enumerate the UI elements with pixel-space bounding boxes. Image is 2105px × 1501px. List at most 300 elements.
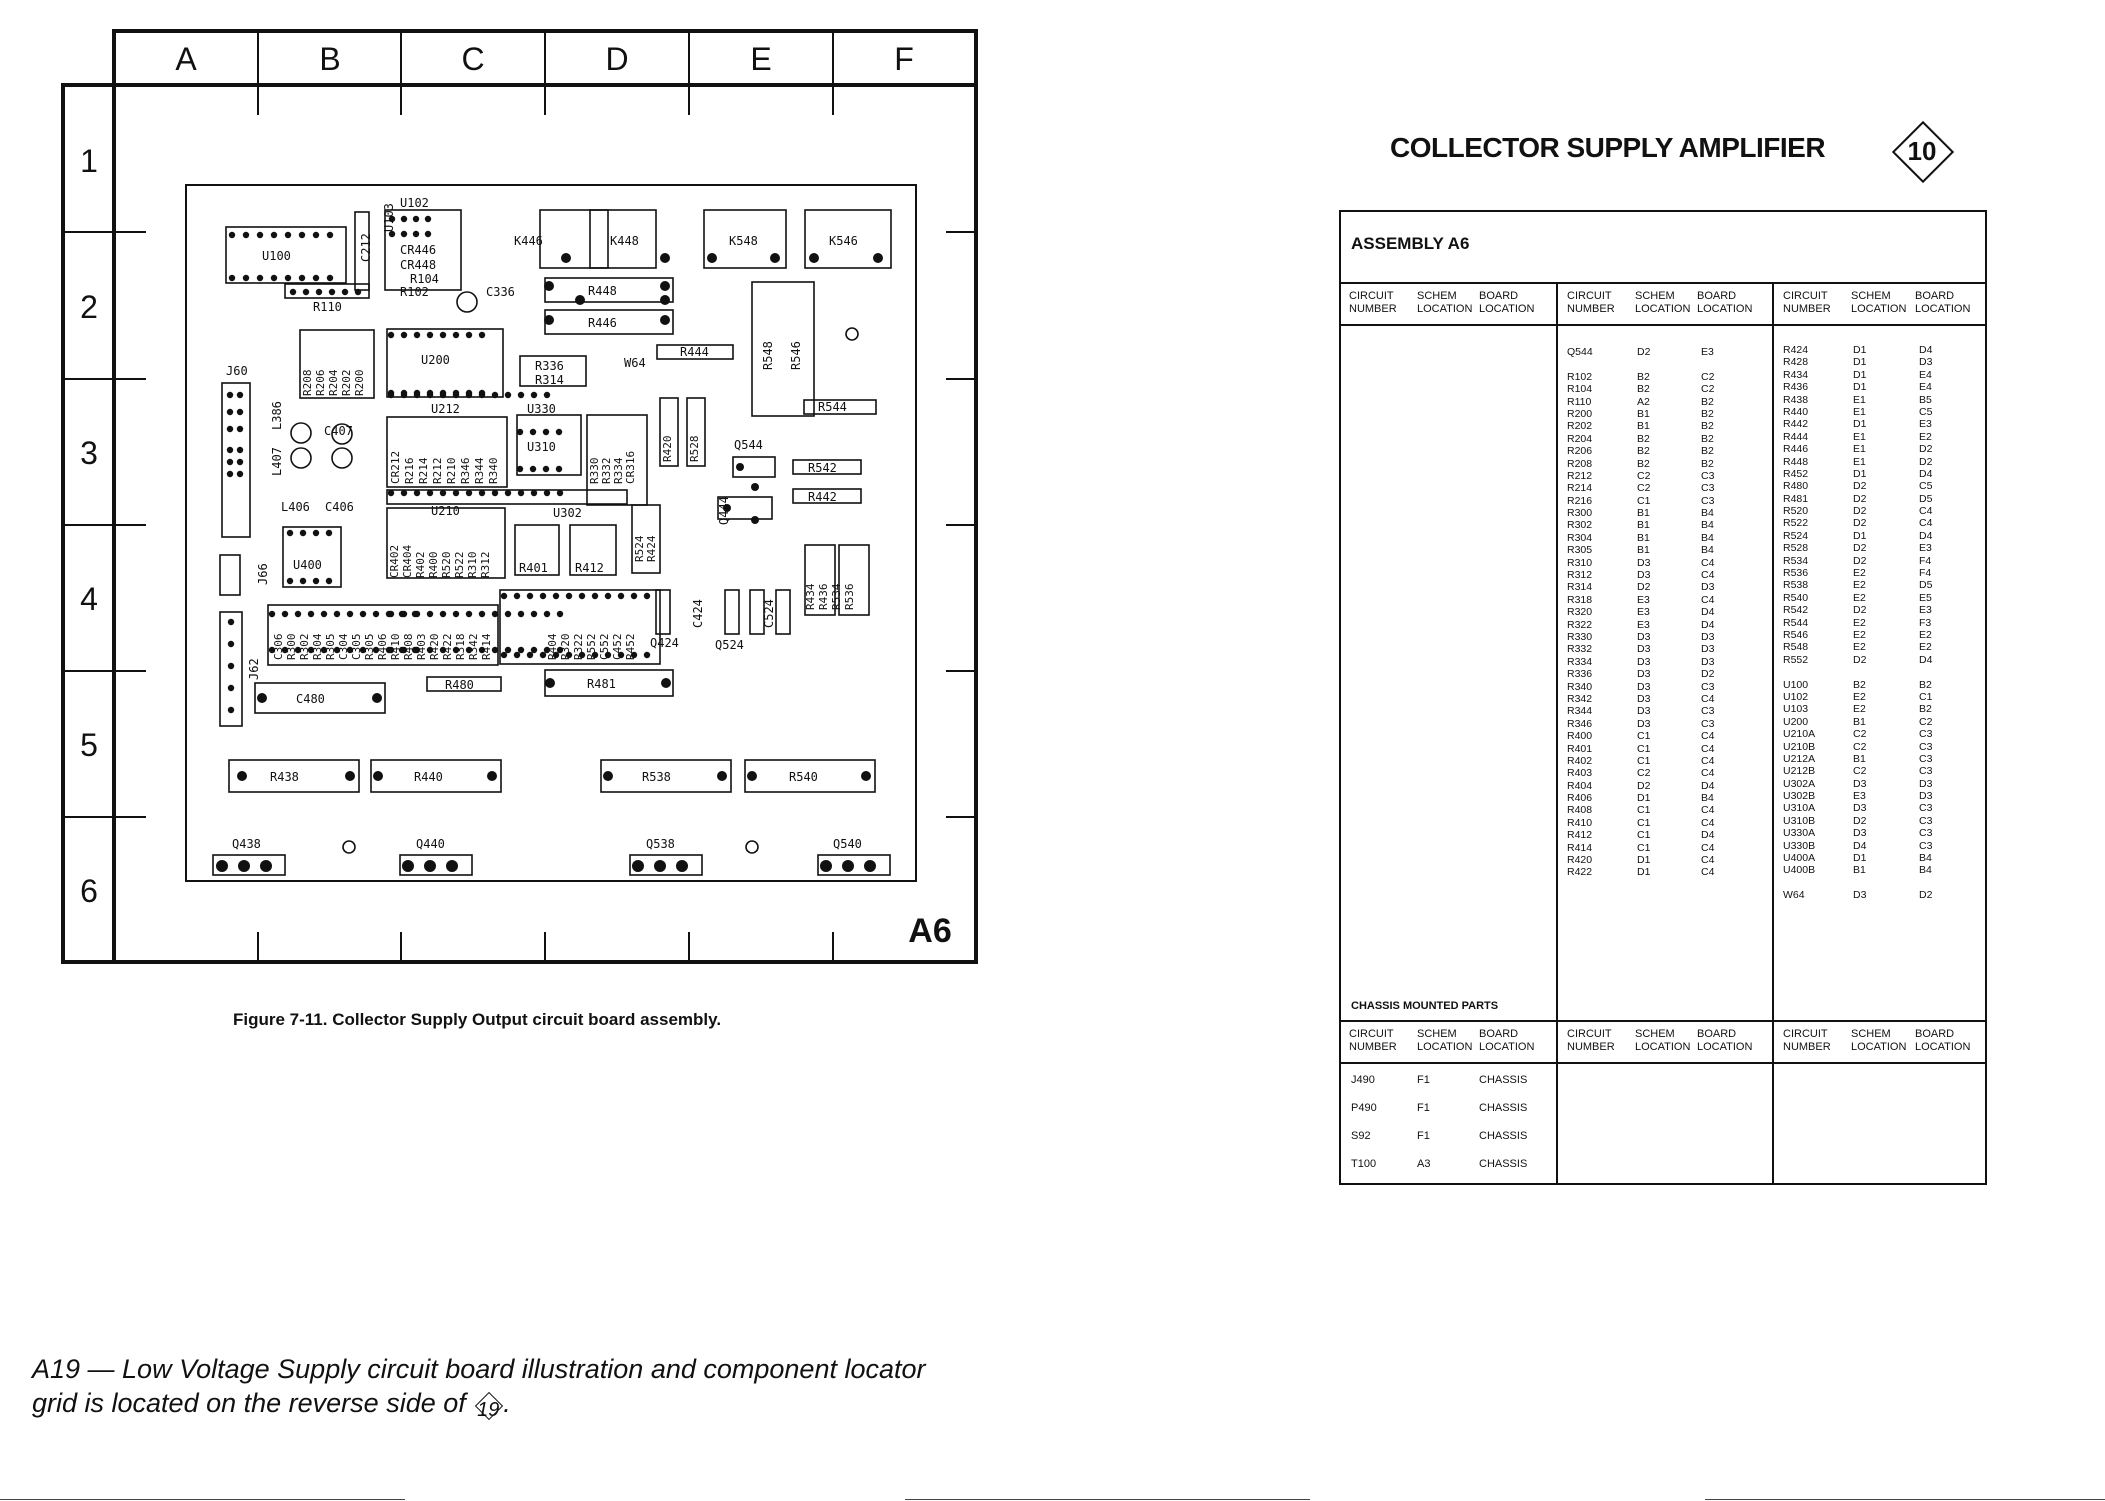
bank-label-c: CR316 <box>624 450 637 484</box>
board-location: D3 <box>1919 777 1933 790</box>
circuit-number: R320 <box>1567 606 1593 619</box>
solder-pad <box>631 593 637 599</box>
header-circuit: CIRCUIT NUMBER <box>1349 290 1397 315</box>
solder-pad <box>446 860 458 872</box>
bank-label-c: R330 <box>588 457 601 484</box>
schem-location: D2 <box>1853 480 1867 493</box>
solder-pad <box>427 490 433 496</box>
circuit-number: U212A <box>1783 752 1816 765</box>
solder-pad <box>479 490 485 496</box>
circuit-number: R332 <box>1567 643 1593 656</box>
circuit-number: R480 <box>1783 480 1809 493</box>
bank-label-i: R536 <box>843 583 856 610</box>
schem-location: D1 <box>1637 854 1651 867</box>
label-u310: U310 <box>527 440 556 454</box>
schem-location: E1 <box>1853 430 1866 443</box>
circuit-number: R546 <box>1783 628 1809 641</box>
board-location: C2 <box>1701 370 1715 383</box>
solder-pad <box>466 332 472 338</box>
bottom-rule <box>905 1499 1310 1500</box>
board-location: B5 <box>1919 393 1932 406</box>
bank-label-g: R342 <box>467 633 480 660</box>
header-circuit: CIRCUIT NUMBER <box>1783 290 1831 315</box>
circuit-number: U210A <box>1783 728 1816 741</box>
solder-pad <box>401 392 407 398</box>
schem-location: B1 <box>1853 715 1866 728</box>
circuit-number: R302 <box>1567 519 1593 532</box>
schem-location: D3 <box>1853 889 1867 902</box>
solder-pad <box>544 315 554 325</box>
solder-pad <box>809 253 819 263</box>
solder-pad <box>453 611 459 617</box>
board-location: B2 <box>1701 395 1714 408</box>
circuit-number <box>1783 877 1815 889</box>
board-location: B4 <box>1701 792 1714 805</box>
chassis-board: CHASSIS <box>1479 1130 1528 1142</box>
solder-pad <box>544 611 550 617</box>
label-c480: C480 <box>296 692 325 706</box>
circuit-number: R110 <box>1567 395 1592 408</box>
bank-label-e: R520 <box>440 551 453 578</box>
schem-location: D2 <box>1853 554 1867 567</box>
circuit-number: R446 <box>1783 443 1809 456</box>
label-q438: Q438 <box>232 837 261 851</box>
diamond-badge-icon <box>473 1390 503 1420</box>
solder-pad <box>487 771 497 781</box>
table-header-row <box>1341 282 1985 326</box>
bank-label-i: R434 <box>804 583 817 610</box>
solder-pad <box>327 275 333 281</box>
board-location: C4 <box>1701 593 1715 606</box>
solder-pad <box>347 611 353 617</box>
circuit-number <box>1783 666 1815 678</box>
board-location: C4 <box>1701 767 1715 780</box>
schem-location: B2 <box>1637 457 1650 470</box>
schem-location <box>1853 877 1866 889</box>
note-line-2 <box>32 1386 926 1420</box>
bank-label-g: R420 <box>428 633 441 660</box>
bank-label-h: R404 <box>546 633 559 660</box>
circuit-number: U330A <box>1783 827 1816 840</box>
solder-pad <box>543 429 549 435</box>
schem-location: B2 <box>1637 445 1650 458</box>
solder-pad <box>660 253 670 263</box>
solder-pad <box>654 860 666 872</box>
bank-label-g: R305 <box>363 633 376 660</box>
solder-pad <box>427 332 433 338</box>
bank-label-g: R414 <box>480 633 493 660</box>
label-c406: C406 <box>325 500 354 514</box>
board-location: B4 <box>1701 531 1714 544</box>
schem-location: A2 <box>1637 395 1650 408</box>
circuit-number: R522 <box>1783 517 1809 530</box>
bank-label-g: C306 <box>272 633 285 660</box>
board-location: F4 <box>1919 554 1932 567</box>
schem-location: B1 <box>1637 407 1650 420</box>
board-location: E3 <box>1919 542 1932 555</box>
mounting-hole <box>846 328 858 340</box>
solder-pad <box>373 771 383 781</box>
circuit-number: Q544 <box>1567 346 1593 358</box>
schem-location: D3 <box>1637 569 1651 582</box>
board-location: D2 <box>1919 455 1933 468</box>
header-circuit: CIRCUIT NUMBER <box>1349 1028 1397 1053</box>
solder-pad <box>660 295 670 305</box>
board-location: C3 <box>1701 494 1715 507</box>
row-label-6: 6 <box>80 873 98 909</box>
circuit-number: R536 <box>1783 567 1809 580</box>
chassis-board: CHASSIS <box>1479 1158 1528 1170</box>
solder-pad <box>271 232 277 238</box>
solder-pad <box>269 611 275 617</box>
label-c212: C212 <box>359 233 373 262</box>
j60-connector <box>222 383 250 537</box>
chassis-schem: A3 <box>1417 1158 1431 1170</box>
bank-label-g: R318 <box>454 633 467 660</box>
solder-pad <box>372 693 382 703</box>
page-title: COLLECTOR SUPPLY AMPLIFIER <box>1390 132 1826 163</box>
board-location: B2 <box>1701 457 1714 470</box>
header-board: BOARD LOCATION <box>1479 1028 1535 1053</box>
label-r412: R412 <box>575 561 604 575</box>
bank-label-a: R200 <box>353 369 366 396</box>
bank-label-b: CR212 <box>389 450 402 484</box>
board-location: E2 <box>1919 628 1932 641</box>
board-location: C4 <box>1701 754 1715 767</box>
bank-label-a: R204 <box>327 369 340 396</box>
solder-pad <box>518 490 524 496</box>
solder-pad <box>260 860 272 872</box>
solder-pad <box>479 392 485 398</box>
schem-location: D3 <box>1637 630 1651 643</box>
circuit-number: R208 <box>1567 457 1593 470</box>
solder-pad <box>517 429 523 435</box>
schem-location: D3 <box>1637 717 1651 730</box>
solder-pad <box>505 490 511 496</box>
circuit-number: U330B <box>1783 839 1816 852</box>
solder-pad <box>257 232 263 238</box>
schem-location: D1 <box>1853 418 1867 431</box>
bank-label-a: R202 <box>340 369 353 396</box>
solder-pad <box>401 216 407 222</box>
solder-pad <box>237 447 243 453</box>
solder-pad <box>660 281 670 291</box>
schem-location: D2 <box>1637 581 1651 594</box>
solder-pad <box>285 275 291 281</box>
schem-location: E1 <box>1853 443 1866 456</box>
circuit-number: R420 <box>1567 854 1593 867</box>
circuit-number: R346 <box>1567 717 1593 730</box>
solder-pad <box>303 289 309 295</box>
board-location: D3 <box>1919 790 1933 803</box>
solder-pad <box>530 466 536 472</box>
grid-frame <box>63 85 976 962</box>
schem-location: D2 <box>1853 517 1867 530</box>
circuit-number: R206 <box>1567 445 1593 458</box>
solder-pad <box>440 611 446 617</box>
solder-pad <box>553 593 559 599</box>
solder-pad <box>661 678 671 688</box>
board-location: B2 <box>1701 407 1714 420</box>
board-location <box>1919 666 1932 678</box>
bank-label-h: R322 <box>572 633 585 660</box>
schem-location: D3 <box>1637 705 1651 718</box>
board-location: D4 <box>1919 653 1933 666</box>
board-location: D3 <box>1701 630 1715 643</box>
circuit-number: R424 <box>1783 344 1809 356</box>
circuit-number: R216 <box>1567 494 1593 507</box>
board-location: D4 <box>1701 618 1715 631</box>
bank-label-e: R310 <box>466 551 479 578</box>
bottom-rule <box>1705 1499 2105 1500</box>
figure-caption: Figure 7-11. Collector Supply Output circuit board assembly. <box>233 1010 722 1029</box>
label-r481: R481 <box>587 677 616 691</box>
schem-location: E2 <box>1853 579 1866 592</box>
solder-pad <box>299 275 305 281</box>
circuit-number: R200 <box>1567 407 1593 420</box>
bank-label-a: R206 <box>314 369 327 396</box>
solder-pad <box>518 392 524 398</box>
circuit-number: U310B <box>1783 814 1816 827</box>
label-r336: R336 <box>535 359 564 373</box>
board-location: C5 <box>1919 480 1933 493</box>
circuit-number: R542 <box>1783 604 1809 617</box>
board-location: E3 <box>1919 604 1932 617</box>
header-circuit: CIRCUIT NUMBER <box>1567 290 1615 315</box>
solder-pad <box>413 216 419 222</box>
board-location: B2 <box>1919 703 1932 716</box>
circuit-number: R481 <box>1783 492 1809 505</box>
board-location: E2 <box>1919 430 1932 443</box>
col3-schem <box>1853 344 1866 902</box>
header-schem: SCHEM LOCATION <box>1851 1028 1907 1053</box>
schem-location: C2 <box>1637 469 1651 482</box>
bank-label-f: R524 <box>633 535 646 562</box>
u400-chip <box>283 527 341 587</box>
solder-pad <box>282 611 288 617</box>
board-location: B2 <box>1701 432 1714 445</box>
solder-pad <box>556 466 562 472</box>
schem-location: C2 <box>1853 740 1867 753</box>
solder-pad <box>603 771 613 781</box>
solder-pad <box>527 652 533 658</box>
header-schem: SCHEM LOCATION <box>1417 1028 1473 1053</box>
board-location: C4 <box>1701 730 1715 743</box>
circuit-number <box>1567 358 1593 370</box>
label-u102: U102 <box>400 196 429 210</box>
bank-label-g: C305 <box>350 633 363 660</box>
label-r446: R446 <box>588 316 617 330</box>
label-l406: L406 <box>281 500 310 514</box>
solder-pad <box>531 611 537 617</box>
bank-label-b: R216 <box>403 457 416 484</box>
bank-label-a: R208 <box>301 369 314 396</box>
solder-pad <box>644 593 650 599</box>
circuit-number: R334 <box>1567 655 1593 668</box>
board-location: C3 <box>1919 814 1933 827</box>
solder-pad <box>505 392 511 398</box>
solder-pad <box>237 392 243 398</box>
schem-location: D2 <box>1853 604 1867 617</box>
bank-label-g: R300 <box>285 633 298 660</box>
bank-label-e: CR404 <box>401 544 414 578</box>
circuit-number: R404 <box>1567 779 1593 792</box>
solder-pad <box>399 611 405 617</box>
schem-location: B2 <box>1853 678 1866 691</box>
solder-pad <box>517 466 523 472</box>
component-locator-table <box>1339 210 1987 1185</box>
chassis-board: CHASSIS <box>1479 1102 1528 1114</box>
schem-location: D3 <box>1853 827 1867 840</box>
schem-location: D3 <box>1637 692 1651 705</box>
solder-pad <box>861 771 871 781</box>
solder-pad <box>326 578 332 584</box>
schem-location: E2 <box>1853 591 1866 604</box>
solder-pad <box>313 275 319 281</box>
solder-pad <box>427 392 433 398</box>
circuit-number: U103 <box>1783 703 1809 716</box>
bank-label-g: R406 <box>376 633 389 660</box>
bank-label-g: R422 <box>441 633 454 660</box>
board-location: C4 <box>1701 866 1715 879</box>
circuit-number: U100 <box>1783 678 1809 691</box>
label-r102: R102 <box>400 285 429 299</box>
reverse-side-note <box>32 1352 926 1420</box>
board-location: D3 <box>1701 643 1715 656</box>
circuit-number: R204 <box>1567 432 1593 445</box>
solder-pad <box>660 315 670 325</box>
board-location: D4 <box>1919 344 1933 356</box>
circuit-number: R528 <box>1783 542 1809 555</box>
solder-pad <box>466 490 472 496</box>
schem-location: D2 <box>1853 492 1867 505</box>
bank-label-b: R340 <box>487 457 500 484</box>
header-board: BOARD LOCATION <box>1479 290 1535 315</box>
col-label-c: C <box>461 41 485 77</box>
solder-pad <box>540 593 546 599</box>
solder-pad <box>300 578 306 584</box>
board-location: C4 <box>1701 692 1715 705</box>
col-label-b: B <box>319 41 341 77</box>
circuit-number: R414 <box>1567 841 1593 854</box>
solder-pad <box>257 693 267 703</box>
solder-pad <box>321 611 327 617</box>
schem-location: C1 <box>1637 816 1651 829</box>
col3-board <box>1919 344 1932 902</box>
bank-label-b: R212 <box>431 457 444 484</box>
schem-location: D2 <box>1637 779 1651 792</box>
circuit-number: R104 <box>1567 383 1593 396</box>
header-schem: SCHEM LOCATION <box>1417 290 1473 315</box>
bank-label-g: R408 <box>402 633 415 660</box>
solder-pad <box>308 611 314 617</box>
solder-pad <box>736 463 744 471</box>
label-r448: R448 <box>588 284 617 298</box>
bank-label-g: C304 <box>337 633 350 660</box>
schem-location: E3 <box>1853 790 1866 803</box>
board-location: E3 <box>1919 418 1932 431</box>
board-location: D2 <box>1701 668 1715 681</box>
circuit-number: R436 <box>1783 381 1809 394</box>
schem-location: B2 <box>1637 383 1650 396</box>
solder-pad <box>425 231 431 237</box>
schem-location: B1 <box>1637 544 1650 557</box>
circuit-number: R304 <box>1567 531 1593 544</box>
solder-pad <box>287 530 293 536</box>
solder-pad <box>229 275 235 281</box>
schem-location: E2 <box>1853 628 1866 641</box>
circuit-number: R412 <box>1567 829 1593 842</box>
schem-location: C2 <box>1637 482 1651 495</box>
solder-pad <box>227 459 233 465</box>
solder-pad <box>531 647 537 653</box>
circuit-number: R428 <box>1783 356 1809 369</box>
solder-pad <box>544 281 554 291</box>
solder-pad <box>466 392 472 398</box>
label-c424: C424 <box>691 599 705 628</box>
solder-pad <box>237 771 247 781</box>
solder-pad <box>492 392 498 398</box>
solder-pad <box>527 593 533 599</box>
schem-location: C1 <box>1637 804 1651 817</box>
header-board: BOARD LOCATION <box>1915 290 1971 315</box>
section-number: 10 <box>1907 136 1937 166</box>
board-location: C5 <box>1919 405 1933 418</box>
chassis-circuit: S92 <box>1351 1130 1371 1142</box>
schem-location: D2 <box>1853 542 1867 555</box>
board-location: D4 <box>1701 779 1715 792</box>
solder-pad <box>228 685 234 691</box>
solder-pad <box>531 392 537 398</box>
board-location: C3 <box>1919 802 1933 815</box>
schem-location: D2 <box>1853 653 1867 666</box>
circuit-number: R305 <box>1567 544 1593 557</box>
label-q444: Q444 <box>717 496 731 525</box>
circuit-number: R322 <box>1567 618 1593 631</box>
schem-location: D2 <box>1637 346 1651 358</box>
circuit-number: U302B <box>1783 790 1816 803</box>
board-location: C3 <box>1701 717 1715 730</box>
k446-relay <box>540 210 608 268</box>
solder-pad <box>518 611 524 617</box>
label-q524: Q524 <box>715 638 744 652</box>
circuit-number: R552 <box>1783 653 1809 666</box>
solder-pad <box>453 490 459 496</box>
circuit-number: R410 <box>1567 816 1593 829</box>
bank-label-e: R400 <box>427 551 440 578</box>
solder-pad <box>644 652 650 658</box>
solder-pad <box>290 289 296 295</box>
label-j66: J66 <box>256 563 270 585</box>
bank-label-g: R403 <box>415 633 428 660</box>
board-location: B4 <box>1919 852 1932 865</box>
label-r104: R104 <box>410 272 439 286</box>
solder-pad <box>514 593 520 599</box>
bank-label-d: R420 <box>661 435 674 462</box>
board-location: B2 <box>1919 678 1932 691</box>
circuit-number: R318 <box>1567 593 1593 606</box>
bank-label-e: R402 <box>414 551 427 578</box>
label-r480: R480 <box>445 678 474 692</box>
label-r548: R548 <box>761 341 775 370</box>
label-q544: Q544 <box>734 438 763 452</box>
solder-pad <box>427 611 433 617</box>
schem-location: D3 <box>1637 556 1651 569</box>
circuit-number: R406 <box>1567 792 1593 805</box>
solder-pad <box>632 860 644 872</box>
solder-pad <box>544 490 550 496</box>
circuit-number: R102 <box>1567 370 1593 383</box>
